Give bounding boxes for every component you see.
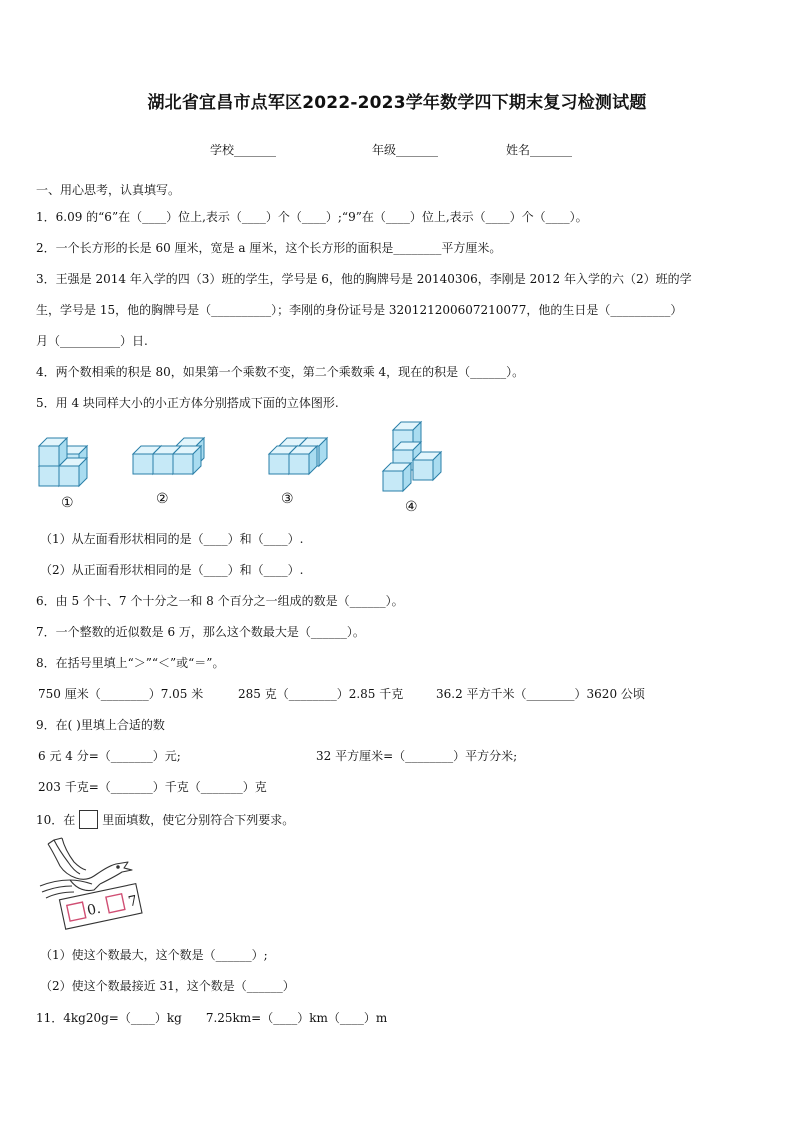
cube-figure-4: [383, 422, 441, 491]
page-title: 湖北省宜昌市点军区2022-2023学年数学四下期末复习检测试题: [147, 93, 647, 113]
question-10: [36, 810, 294, 829]
figure-label-4: ④: [405, 499, 418, 515]
question-3-line-1: 3．王强是 2014 年入学的四（3）班的学生，学号是 6，他的胸牌号是 20140306，李刚是 2012 年入学的六（2）班的学: [36, 272, 692, 286]
question-4: 4．两个数相乘的积是 80，如果第一个乘数不变，第二个乘数乘 4，现在的积是（______）。: [36, 365, 525, 379]
question-3-line-2: 生，学号是 15，他的胸牌号是（__________）；李刚的身份证号是 320121200607210077，他的生日是（__________）: [36, 303, 683, 317]
cube-figure-1: [39, 438, 87, 486]
section-heading: 一、用心思考，认真填写。: [36, 183, 181, 197]
name-field: 姓名_______: [506, 143, 573, 157]
q9-item-a: 6 元 4 分=（_______）元;: [38, 749, 181, 763]
cube-figure-2: [133, 438, 204, 474]
empty-square-icon: [79, 810, 98, 829]
q10-suffix: 里面填数，使它分别符合下列要求。: [102, 813, 295, 827]
school-field: 学校_______: [210, 143, 277, 157]
question-1: 1．6.09 的“6”在（____）位上,表示（____）个（____）;“9”在（____）位上,表示（____）个（____）。: [36, 210, 588, 224]
q9-item-c: 203 千克=（_______）千克（_______）克: [38, 780, 267, 794]
figure-label-1: ①: [61, 495, 74, 511]
question-5-2: （2）从正面看形状相同的是（____）和（____）.: [40, 563, 304, 577]
number-card: [59, 884, 142, 930]
question-6: 6．由 5 个十、7 个十分之一和 8 个百分之一组成的数是（______）。: [36, 594, 404, 608]
question-8: 8．在括号里填上“＞”“＜”或“＝”。: [36, 656, 225, 670]
cube-figure-3: [269, 438, 327, 474]
question-10-1: （1）使这个数最大，这个数是（______）;: [40, 948, 268, 962]
q8-item-2: 285 克（________）2.85 千克: [238, 687, 404, 701]
figure-label-3: ③: [281, 491, 294, 507]
question-7: 7．一个整数的近似数是 6 万，那么这个数最大是（______）。: [36, 625, 365, 639]
q9-item-b: 32 平方厘米=（________）平方分米;: [316, 749, 518, 763]
figure-label-2: ②: [156, 491, 169, 507]
card-text-end: 7: [126, 892, 139, 911]
q8-item-3: 36.2 平方千米（________）3620 公顷: [436, 687, 645, 701]
q8-item-1: 750 厘米（________）7.05 米: [38, 687, 204, 701]
question-5-1: （1）从左面看形状相同的是（____）和（____）.: [40, 532, 304, 546]
grade-field: 年级_______: [372, 143, 439, 157]
question-2: 2．一个长方形的长是 60 厘米，宽是 a 厘米，这个长方形的面积是________平方厘米。: [36, 241, 502, 255]
bird-card-illustration: [36, 836, 156, 940]
question-5: 5．用 4 块同样大小的小正方体分别搭成下面的立体图形.: [36, 396, 339, 410]
q10-prefix: 10．在: [36, 813, 76, 827]
question-9: 9．在( )里填上合适的数: [36, 718, 165, 732]
question-3-line-3: 月（__________）日.: [36, 334, 148, 348]
question-11: 11．4kg20g=（____）kg 7.25km=（____）km（____）m: [36, 1011, 388, 1025]
card-text-mid: 0.: [85, 900, 103, 920]
question-10-2: （2）使这个数最接近 31，这个数是（______）: [40, 979, 295, 993]
